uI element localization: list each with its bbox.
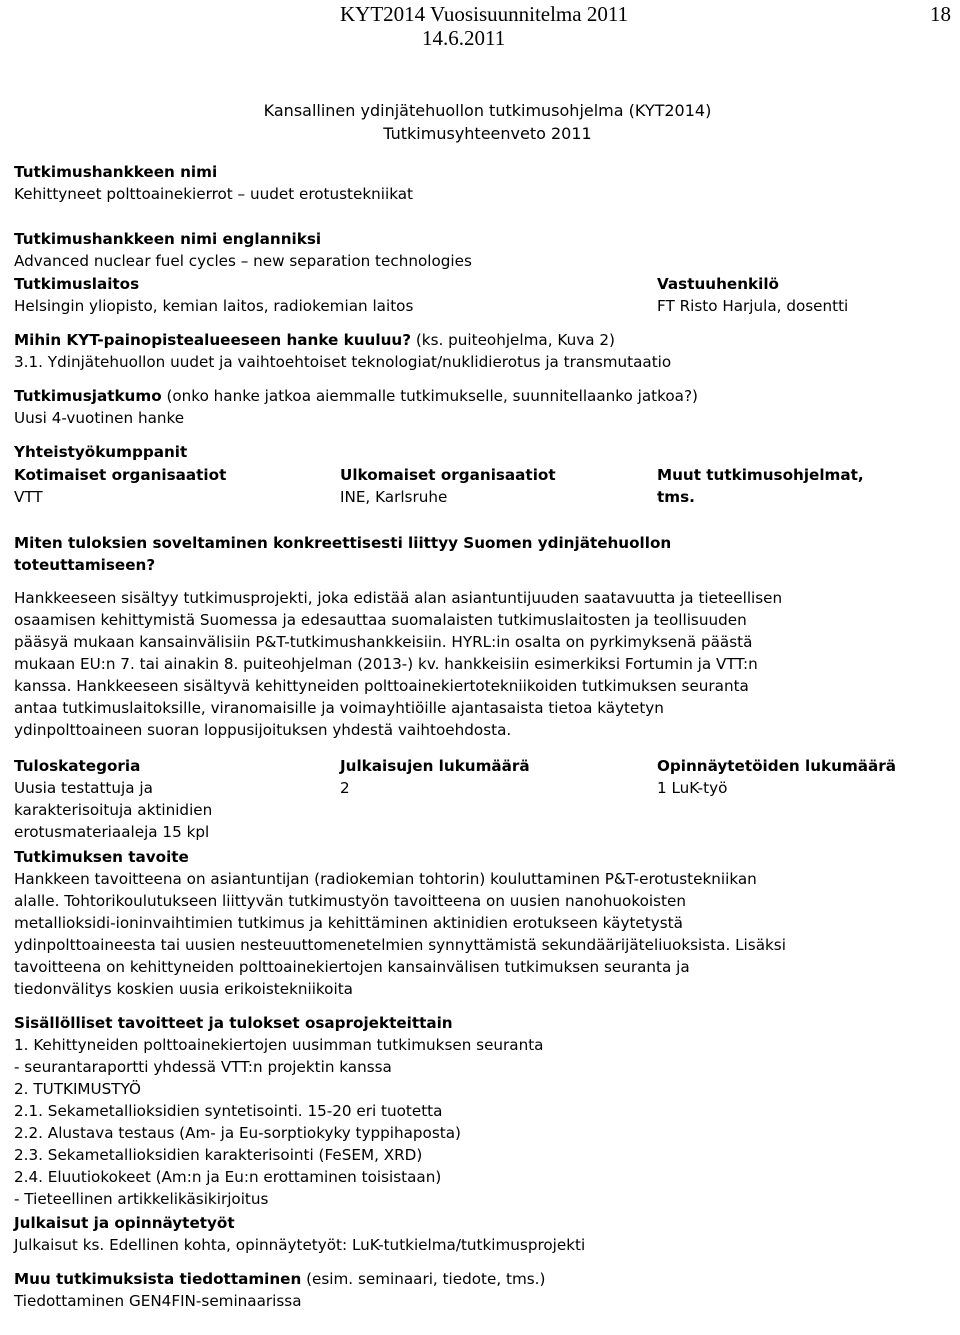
- results-category-line: Uusia testattuja ja: [14, 779, 153, 797]
- application-label-2: toteuttamiseen?: [14, 556, 156, 574]
- results-publications-label: Julkaisujen lukumäärä: [340, 757, 530, 775]
- responsible-value: FT Risto Harjula, dosentti: [657, 297, 849, 315]
- content-goals-line: 2.3. Sekametallioksidien karakterisointi (FeSEM, XRD): [14, 1146, 423, 1164]
- project-name-en-label: Tutkimushankkeen nimi englanniksi: [14, 230, 322, 248]
- application-line: mukaan EU:n 7. tai ainakin 8. puiteohjelman (2013-) kv. hankkeisiin esimerkiksi Fortumin ja VTT:n: [14, 655, 758, 673]
- other-communication-section: [14, 1268, 545, 1312]
- continuation-label: Tutkimusjatkumo: [14, 387, 162, 405]
- publications-label: Julkaisut ja opinnäytetyöt: [14, 1214, 235, 1232]
- program-title: [0, 99, 960, 145]
- partners-other: [657, 464, 864, 508]
- application-section: [14, 532, 782, 741]
- goal-line: metallioksidi-ioninvaihtimien tutkimus ja kehittäminen aktinidien erotukseen käytetystä: [14, 914, 683, 932]
- results-publications-value: 2: [340, 779, 350, 797]
- page-number: 18: [930, 2, 951, 26]
- other-communication-value: Tiedottaminen GEN4FIN-seminaarissa: [14, 1292, 302, 1310]
- other-communication-heading: [14, 1268, 545, 1290]
- goal-label: Tutkimuksen tavoite: [14, 848, 189, 866]
- publications-value: Julkaisut ks. Edellinen kohta, opinnäytetyöt: LuK-tutkielma/tutkimusprojekti: [14, 1236, 586, 1254]
- institute-section: [14, 273, 413, 317]
- partners-foreign: [340, 464, 556, 508]
- application-line: osaamisen kehittymistä Suomessa ja edesauttaa suomalaisten tutkimuslaitosten ja teollisuuden: [14, 611, 747, 629]
- institute-label: Tutkimuslaitos: [14, 275, 140, 293]
- other-communication-label: Muu tutkimuksista tiedottaminen: [14, 1270, 302, 1288]
- goal-section: [14, 846, 786, 1000]
- content-goals-line: - seurantaraportti yhdessä VTT:n projektin kanssa: [14, 1058, 392, 1076]
- focus-area-heading: [14, 329, 671, 351]
- application-line: Hankkeeseen sisältyy tutkimusprojekti, joka edistää alan asiantuntijuuden saatavuutta ja tieteellisen: [14, 589, 783, 607]
- partners-foreign-value: INE, Karlsruhe: [340, 488, 448, 506]
- results-category-line: erotusmateriaaleja 15 kpl: [14, 823, 210, 841]
- application-label-1: Miten tuloksien soveltaminen konkreettisesti liittyy Suomen ydinjätehuollon: [14, 534, 672, 552]
- focus-area-label: Mihin KYT-painopistealueeseen hanke kuuluu?: [14, 331, 412, 349]
- application-line: kanssa. Hankkeeseen sisältyvä kehittyneiden polttoainekiertotekniikoiden tutkimuksen seuranta: [14, 677, 749, 695]
- focus-area-hint: (ks. puiteohjelma, Kuva 2): [411, 331, 615, 349]
- application-line: antaa tutkimuslaitoksille, viranomaisille ja voimayhtiöille ajantasaista tietoa käytetyn: [14, 699, 664, 717]
- program-line-1: Kansallinen ydinjätehuollon tutkimusohjelma (KYT2014): [263, 101, 712, 120]
- application-line: ydinpolttoaineen suoran loppusijoituksen yhdestä vaihtoehdosta.: [14, 721, 512, 739]
- partners-foreign-label: Ulkomaiset organisaatiot: [340, 466, 556, 484]
- results-theses: [657, 755, 896, 799]
- partners-domestic-value: VTT: [14, 488, 43, 506]
- application-body: [14, 587, 782, 741]
- focus-area-value: 3.1. Ydinjätehuollon uudet ja vaihtoehtoiset teknologiat/nuklidierotus ja transmutaatio: [14, 353, 672, 371]
- header-title: KYT2014 Vuosisuunnitelma 2011: [340, 2, 629, 26]
- content-goals-line: 2.1. Sekametallioksidien syntetisointi. 15-20 eri tuotetta: [14, 1102, 443, 1120]
- institute-value: Helsingin yliopisto, kemian laitos, radiokemian laitos: [14, 297, 414, 315]
- results-theses-label: Opinnäytetöiden lukumäärä: [657, 757, 897, 775]
- publications-section: [14, 1212, 585, 1256]
- goal-line: tiedonvälitys koskien uusia erikoistekniikoita: [14, 980, 353, 998]
- goal-line: tavoitteena on kehittyneiden polttoainekiertojen kansainvälisen tutkimuksen seuranta ja: [14, 958, 690, 976]
- program-line-2: Tutkimusyhteenveto 2011: [383, 124, 592, 143]
- partners-label: Yhteistyökumppanit: [14, 443, 188, 461]
- focus-area-section: [14, 329, 671, 373]
- project-name-section: [14, 161, 413, 205]
- content-goals-line: - Tieteellinen artikkelikäsikirjoitus: [14, 1190, 269, 1208]
- goal-line: ydinpolttoaineesta tai uusien nesteuuttomenetelmien synnyttämistä sekundäärijäteliuoksista. Lisäksi: [14, 936, 786, 954]
- results-category: [14, 755, 212, 843]
- application-line: pääsyä mukaan kansainvälisiin P&T-tutkimushankkeisiin. HYRL:in osalta on pyrkimyksenä päästä: [14, 633, 753, 651]
- content-goals-line: 1. Kehittyneiden polttoainekiertojen uusimman tutkimuksen seuranta: [14, 1036, 544, 1054]
- project-name-en-section: [14, 228, 472, 272]
- results-publications: [340, 755, 530, 799]
- results-category-line: karakterisoituja aktinidien: [14, 801, 213, 819]
- project-name-en-value: Advanced nuclear fuel cycles – new separation technologies: [14, 252, 472, 270]
- project-name-value: Kehittyneet polttoainekierrot – uudet erotustekniikat: [14, 185, 413, 203]
- continuation-heading: [14, 385, 698, 407]
- content-goals-label: Sisällölliset tavoitteet ja tulokset osaprojekteittain: [14, 1014, 453, 1032]
- partners-domestic: [14, 464, 226, 508]
- content-goals-line: 2.2. Alustava testaus (Am- ja Eu-sorptiokyky typpihaposta): [14, 1124, 461, 1142]
- header-date: 14.6.2011: [422, 26, 506, 50]
- responsible-label: Vastuuhenkilö: [657, 275, 779, 293]
- content-goals-line: 2.4. Eluutiokokeet (Am:n ja Eu:n erottaminen toisistaan): [14, 1168, 442, 1186]
- content-goals-line: 2. TUTKIMUSTYÖ: [14, 1080, 141, 1098]
- results-category-label: Tuloskategoria: [14, 757, 141, 775]
- continuation-section: [14, 385, 698, 429]
- content-goals-section: [14, 1012, 543, 1210]
- other-communication-hint: (esim. seminaari, tiedote, tms.): [301, 1270, 546, 1288]
- results-theses-value: 1 LuK-työ: [657, 779, 728, 797]
- responsible-section: [657, 273, 848, 317]
- partners-domestic-label: Kotimaiset organisaatiot: [14, 466, 227, 484]
- goal-line: alalle. Tohtorikoulutukseen liittyvän tutkimustyön tavoitteena on uusien nanohuokoisten: [14, 892, 686, 910]
- continuation-hint: (onko hanke jatkoa aiemmalle tutkimukselle, suunnitellaanko jatkoa?): [161, 387, 698, 405]
- goal-line: Hankkeen tavoitteena on asiantuntijan (radiokemian tohtorin) kouluttaminen P&T-erotustekniikan: [14, 870, 757, 888]
- partners-other-label-1: Muut tutkimusohjelmat,: [657, 466, 864, 484]
- partners-heading: [14, 441, 187, 463]
- continuation-value: Uusi 4-vuotinen hanke: [14, 409, 185, 427]
- project-name-label: Tutkimushankkeen nimi: [14, 163, 218, 181]
- partners-other-label-2: tms.: [657, 488, 695, 506]
